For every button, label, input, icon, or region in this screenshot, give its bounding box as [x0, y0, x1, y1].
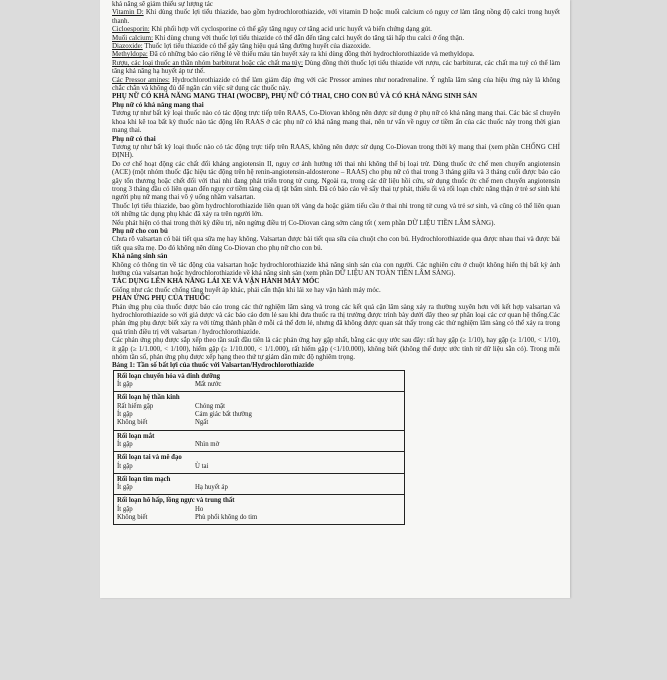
- table-row: [117, 514, 401, 522]
- organ-class-title: Rối loạn chuyển hóa và dinh dưỡng: [117, 372, 221, 380]
- frequency-cell: Không biết: [117, 513, 148, 521]
- frequency-cell: Ít gặp: [117, 484, 133, 492]
- interaction-paragraph: [112, 25, 560, 33]
- organ-class-title: Rối loạn tim mạch: [117, 475, 171, 483]
- subsection-heading: Khả năng sinh sản: [112, 252, 168, 261]
- frequency-cell: Rất hiếm gặp: [117, 402, 154, 410]
- interaction-paragraph: [112, 8, 560, 25]
- table-row: [117, 419, 401, 427]
- document-body: [112, 0, 560, 525]
- body-paragraph: Các phản ứng phụ được sắp xếp theo tần suất đầu tiên là các phản ứng hay gặp nhất, bằng các quy ước sau đây: rất hay gặp (≥ 1/10), hay gặp (≥ 1/100, < 1/10), ít gặp (≥ 1/1.000, < 1/100), hiếm gặp (≥ 1/10.000, < 1/1.000), rất hiếm gặp (<1/10.000), không biết (không thể được ước tính từ dữ liệu sẵn có). Trong mỗi nhóm tần số, phản ứng phụ được xếp hạng theo thứ tự giảm dần mức độ nghiêm trọng.: [112, 336, 560, 362]
- effect-cell: Mất nước: [195, 381, 222, 389]
- interaction-text: Dùng đồng thời thuốc lợi tiểu thiazide với rượu, các barbiturat, các chất ma tuý có thể làm tăng khả năng hạ huyết áp tư thế.: [112, 58, 561, 76]
- table-row: [117, 403, 401, 411]
- body-paragraph: khả năng sẽ giảm thiểu sự lượng tác: [112, 0, 213, 8]
- table-group: [114, 431, 404, 453]
- effect-cell: Ù tai: [195, 462, 209, 470]
- effect-cell: Cảm giác bất thường: [195, 411, 252, 419]
- interaction-paragraph: [112, 42, 560, 50]
- interaction-term: Các Pressor amines:: [112, 75, 170, 84]
- effect-cell: Phù phổi không do tim: [195, 513, 258, 521]
- subsection-heading: Phụ nữ cho con bú: [112, 226, 168, 235]
- organ-class-title: Rối loạn hô hấp, lồng ngực và trung thất: [117, 497, 235, 505]
- organ-class-title: Rối loạn tai và mê đạo: [117, 454, 182, 462]
- body-paragraph: Do cơ chế hoạt động các chất đối kháng angiotensin II, nguy cơ ảnh hưởng tới thai nhi không thể bị loại trừ. Dùng thuốc ức chế men chuyển angiotensin (ACE) (một nhóm thuốc đặc hiệu tác động trên hệ renin-angiotensin-aldosterone – RAAS) cho phụ nữ có thai trong 3 tháng giữa và 3 tháng cuối được báo cáo gây tổn thương hoặc chết đối với thai nhi đang phát triển trong tử cung. Ngoài ra, trong các dữ liệu hồi cứu, sử dụng thuốc ức chế men chuyển angiotensin trong 3 tháng đầu có liên quan đến nguy cơ tiềm tàng của dị tật bẩm sinh. Đã có báo cáo về sẩy thai tự phát, thiểu ối và rối loạn chức năng thận ở trẻ sơ sinh khi người phụ nữ mang thai vô ý uống nhầm valsartan.: [112, 159, 560, 202]
- interaction-term: Cicloesporin:: [112, 25, 150, 34]
- frequency-cell: Ít gặp: [117, 505, 133, 513]
- interaction-text: Khi dùng chung với thuốc lợi tiểu thiazide có thể dẫn đến tăng calci huyết do tăng tái hấp thu calci ở ống thận.: [153, 33, 465, 42]
- table-group: [114, 392, 404, 430]
- table-group: [114, 495, 404, 524]
- section-heading: PHẢN ỨNG PHỤ CỦA THUỐC: [112, 294, 210, 303]
- effect-cell: Nhìn mờ: [195, 440, 220, 448]
- body-paragraph: Giống như các thuốc chống tăng huyết áp khác, phải cẩn thận khi lái xe hay vận hành máy móc.: [112, 285, 381, 294]
- interaction-paragraph: [112, 59, 560, 76]
- frequency-cell: Không biết: [117, 419, 148, 427]
- interaction-paragraph: [112, 34, 560, 42]
- interaction-text: Thuốc lợi tiểu thiazide có thể gây tăng hiệu quả tăng đường huyết của diazoxide.: [142, 42, 371, 51]
- table-group: [114, 474, 404, 496]
- table-group: [114, 371, 404, 393]
- frequency-cell: Ít gặp: [117, 411, 133, 419]
- interaction-paragraph: [112, 76, 560, 93]
- table-group: [114, 452, 404, 474]
- table-row: [117, 441, 401, 449]
- table-row: [117, 381, 401, 389]
- table-title: Bảng 1: Tần số bất lợi của thuốc với Valsartan/Hydrochlorothiazide: [112, 361, 315, 370]
- table-row: [117, 411, 401, 419]
- table-row: [117, 463, 401, 471]
- frequency-cell: Ít gặp: [117, 440, 133, 448]
- body-paragraph: Không có thông tin về tác động của valsartan hoặc hydrochlorothiazide khả năng sinh sản của con người. Các nghiên cứu ở chuột không hiển thị bất kỳ ảnh hưởng của valsartan hoặc hydrochlorothiazide về khả năng sinh sản (xem phần DỮ LIỆU AN TOÀN TIỀN LÂM SÀNG).: [112, 260, 560, 277]
- body-paragraph: Tương tự như bất kỳ loại thuốc nào có tác động trực tiếp trên RAAS, Co-Diovan không nên được sử dụng ở phụ nữ có khả năng mang thai. Các bác sĩ chuyên khoa khi kê toa bất kỳ thuốc nào tác động lên RAAS ở các phụ nữ có khả năng mang thai, nên tư vấn về nguy cơ tiềm ẩn của các thuốc này trong thời gian mang thai.: [112, 109, 560, 135]
- interaction-term: Vitamin D:: [112, 8, 144, 17]
- body-paragraph: Nếu phát hiện có thai trong thời kỳ điều trị, nên ngừng điều trị Co-Diovan càng sớm càng tốt ( xem phần DỮ LIỆU TIỀN LÂM SÀNG).: [112, 218, 496, 227]
- effect-cell: Ngất: [195, 419, 209, 427]
- frequency-cell: Ít gặp: [117, 381, 133, 389]
- interaction-text: Đã có những báo cáo riêng lẻ về thiếu máu tán huyết xảy ra khi dùng đồng thời hydrochlorothiazide và methyldopa.: [147, 50, 475, 59]
- subsection-heading: Phụ nữ có thai: [112, 134, 156, 143]
- table-row: [117, 506, 401, 514]
- organ-class-title: Rối loạn mắt: [117, 432, 155, 440]
- interaction-term: Muối calcium:: [112, 33, 154, 42]
- effect-cell: Chóng mặt: [195, 402, 226, 410]
- interaction-text: Hydrochlorothiazide có thể làm giảm đáp ứng với các Pressor amines như noradrenaline. Ý nghĩa lâm sàng của hiệu ứng này là không chắc chắn và không đủ để ngăn cản việc sử dụng các thuốc này.: [112, 75, 561, 93]
- interaction-text: Khi dùng thuốc lợi tiểu thiazide, bao gồm hydrochlorothiazide, với vitamin D hoặc muối calcium có nguy cơ làm tăng nồng độ calci trong huyết thanh.: [112, 8, 560, 25]
- body-paragraph: Chưa rõ valsartan có bài tiết qua sữa mẹ hay không. Valsartan được bài tiết qua sữa của chuột cho con bú. Hydrochlorothiazide qua được nhau thai và được bài tiết qua sữa mẹ. Do đó không nên dùng Co-Diovan cho phụ nữ cho con bú.: [112, 235, 560, 252]
- effect-cell: Ho: [195, 505, 204, 513]
- body-paragraph: Phản ứng phụ của thuốc được báo cáo trong các thử nghiệm lâm sàng và trong các kết quả cận lâm sàng xảy ra thường xuyên hơn với kết hợp valsartan và hydrochlorothiazide so với giả dược và các báo cáo đơn lẻ sau khi đưa thuốc ra thị trường được trình bày dưới đây theo sự phân loại các cơ quan hệ thống.Các phản ứng phụ được biết xảy ra với từng thành phần ở mỗi cá thể đơn lẻ, nhưng đã không được quan sát thấy trong các thử nghiệm lâm sàng có thể xảy ra trong quá trình điều trị với valsartan / hydrochlorothiazide.: [112, 302, 560, 336]
- adverse-reactions-table: [113, 370, 405, 525]
- frequency-cell: Ít gặp: [117, 462, 133, 470]
- interaction-paragraph: [112, 50, 560, 58]
- section-heading: PHỤ NỮ CÓ KHẢ NĂNG MANG THAI (WOCBP), PHỤ NỮ CÓ THAI, CHO CON BÚ VÀ CÓ KHẢ NĂNG SINH SẢN: [112, 92, 478, 101]
- section-heading: TÁC DỤNG LÊN KHẢ NĂNG LÁI XE VÀ VẬN HÀNH MÁY MÓC: [112, 277, 320, 286]
- effect-cell: Hạ huyết áp: [195, 484, 228, 492]
- interaction-term: Rượu, các loại thuốc an thần nhóm barbiturat hoặc các chất ma túy:: [112, 58, 303, 67]
- document-page: [100, 0, 570, 598]
- interaction-text: Khi phối hợp với cyclosporine có thể gây tăng nguy cơ tăng acid uric huyết và biến chứng dạng gút.: [149, 25, 432, 34]
- subsection-heading: Phụ nữ có khả năng mang thai: [112, 100, 204, 109]
- interaction-term: Methyldopa:: [112, 50, 148, 59]
- interaction-term: Diazoxide:: [112, 42, 143, 51]
- table-row: [117, 484, 401, 492]
- body-paragraph: Thuốc lợi tiểu thiazide, bao gồm hydrochlorothiazide liên quan tới vàng da hoặc giảm tiểu cầu ở thai nhi trong tử cung và trẻ sơ sinh, và cũng có thể liên quan tới những tác dụng phụ khác đã xảy ra trên người lớn.: [112, 201, 560, 219]
- organ-class-title: Rối loạn hệ thần kinh: [117, 394, 180, 402]
- body-paragraph: Tương tự như bất kỳ loại thuốc nào có tác động trực tiếp trên RAAS, không nên được sử dụng Co-Diovan trong thời kỳ mang thai (xem phần CHỐNG CHỈ ĐỊNH).: [112, 142, 560, 160]
